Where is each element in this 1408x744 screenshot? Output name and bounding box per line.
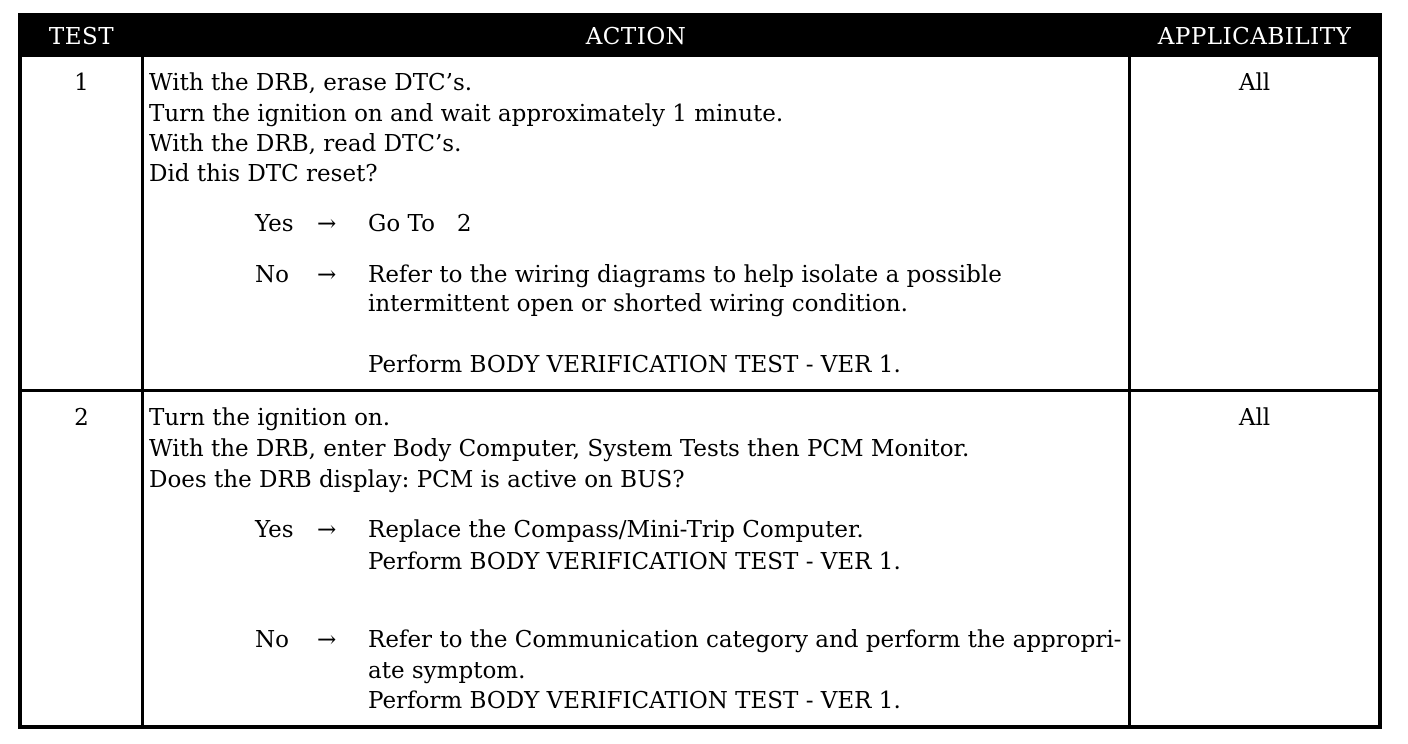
row-divider [22,389,1378,392]
no-result-line: Perform BODY VERIFICATION TEST - VER 1. [368,688,901,714]
header-applicability: APPLICABILITY [1157,24,1352,50]
test-number: 1 [74,70,89,96]
yes-label: Yes [255,211,294,237]
action-line: With the DRB, erase DTC’s. [149,70,473,96]
diagnostic-test-table [18,13,1382,729]
header-action: ACTION [585,24,687,50]
arrow-icon: → [317,262,337,288]
action-line: With the DRB, read DTC’s. [149,131,462,157]
no-label: No [255,262,289,288]
action-line: Turn the ignition on. [149,405,391,431]
no-result-line: intermittent open or shorted wiring condition. [368,291,908,317]
action-line: Turn the ignition on and wait approximately 1 minute. [149,101,784,127]
yes-label: Yes [255,517,294,543]
no-result-line: Refer to the wiring diagrams to help isolate a possible [368,262,1002,288]
yes-result: Go To 2 [368,211,472,237]
action-line: Did this DTC reset? [149,161,378,187]
no-result-line: ate symptom. [368,658,526,684]
arrow-icon: → [317,517,337,543]
no-label: No [255,627,289,653]
arrow-icon: → [317,211,337,237]
arrow-icon: → [317,627,337,653]
no-result-line: Refer to the Communication category and perform the appropri- [368,627,1122,653]
yes-result-line: Perform BODY VERIFICATION TEST - VER 1. [368,549,901,575]
action-line: With the DRB, enter Body Computer, System Tests then PCM Monitor. [149,436,970,462]
no-result-line: Perform BODY VERIFICATION TEST - VER 1. [368,352,901,378]
table-header [22,17,1378,57]
yes-result-line: Replace the Compass/Mini-Trip Computer. [368,517,864,543]
action-line: Does the DRB display: PCM is active on BUS? [149,467,685,493]
applicability-value: All [1238,405,1271,431]
applicability-value: All [1238,70,1271,96]
test-number: 2 [74,405,89,431]
header-test: TEST [48,24,115,50]
